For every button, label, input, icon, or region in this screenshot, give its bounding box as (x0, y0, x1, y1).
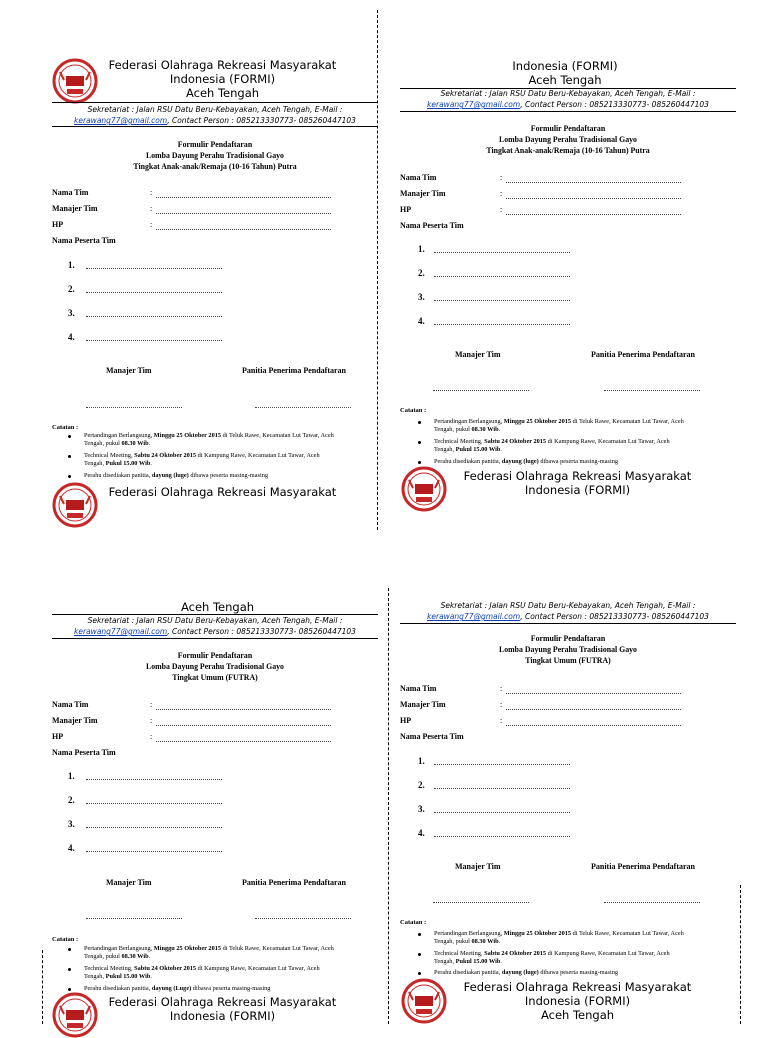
org-name-line1: Federasi Olahraga Rekreasi Masyarakat (463, 980, 692, 994)
label-manager: Manajer Tim (52, 204, 98, 213)
formi-logo (52, 58, 98, 104)
header-rule-bottom (400, 111, 736, 112)
header-rule (52, 102, 378, 103)
org-name-line1: Federasi Olahraga Rekreasi Masyarakat (463, 469, 692, 483)
form-title-line2: Lomba Dayung Perahu Tradisional Gayo (146, 661, 284, 671)
org-name-line3: Aceh Tengah (528, 73, 602, 87)
sig-label-manager: Manajer Tim (106, 366, 152, 375)
colon: : (500, 700, 503, 709)
secretariat-address: Sekretariat : Jalan RSU Datu Beru-Kebayakan, Aceh Tengah, E-Mail : (87, 105, 343, 114)
contact-person: , Contact Person : 085213330773- 085260447103 (520, 612, 709, 621)
note-1: Pertandingan Berlangsung, Minggu 25 Oktober 2015 di Teluk Rawe, Kecamatan Lut Tawar, Aceh Tengah, pukul 08.30 Wib. (434, 418, 684, 433)
colon: : (150, 700, 153, 709)
cut-line-right-bottom (740, 885, 741, 1024)
sig-label-committee: Panitia Penerima Pendaftaran (591, 862, 695, 871)
hp-input[interactable] (156, 229, 331, 230)
bullet (68, 948, 71, 951)
manager-input[interactable] (506, 198, 681, 199)
form-title (413, 123, 722, 156)
participant-number: 2. (418, 780, 425, 790)
bullet (418, 461, 421, 464)
colon: : (500, 205, 503, 214)
participant-number: 2. (68, 795, 75, 805)
colon: : (500, 173, 503, 182)
participant-number: 2. (418, 268, 425, 278)
participant-input[interactable] (434, 764, 570, 765)
formi-logo (401, 978, 447, 1024)
header-rule-bottom (400, 623, 736, 624)
participant-input[interactable] (86, 827, 222, 828)
label-team-name: Nama Tim (400, 684, 437, 693)
org-header-repeat (445, 980, 710, 1022)
label-hp: HP (400, 205, 412, 214)
form-title-line1: Formulir Pendaftaran (177, 650, 253, 660)
participant-number: 3. (68, 308, 75, 318)
header-rule-bottom (52, 638, 378, 639)
hp-input[interactable] (506, 214, 681, 215)
participant-number: 2. (68, 284, 75, 294)
manager-input[interactable] (156, 725, 331, 726)
bullet (68, 455, 71, 458)
participant-number: 4. (418, 828, 425, 838)
sig-label-committee: Panitia Penerima Pendaftaran (242, 878, 346, 887)
form-title-line2: Lomba Dayung Perahu Tradisional Gayo (146, 150, 284, 160)
email-link[interactable]: kerawang77@gmail.com (427, 100, 521, 109)
email-link[interactable]: kerawang77@gmail.com (74, 116, 168, 125)
participant-number: 1. (68, 260, 75, 270)
participant-input[interactable] (86, 292, 222, 293)
org-name-line3: Aceh Tengah (185, 86, 260, 100)
org-name-line2: Indonesia (FORMI) (524, 994, 631, 1008)
signature-line-committee[interactable] (255, 407, 351, 408)
formi-logo (52, 482, 98, 528)
note-1: Pertandingan Berlangsung, Minggu 25 Oktober 2015 di Teluk Rawe, Kecamatan Lut Tawar, Aceh Tengah, pukul 08.30 Wib. (84, 945, 334, 960)
signature-line-committee[interactable] (255, 918, 351, 919)
signature-line-manager[interactable] (86, 918, 182, 919)
org-name-line1: Federasi Olahraga Rekreasi Masyarakat (108, 485, 337, 499)
sig-label-manager: Manajer Tim (455, 350, 501, 359)
label-team-name: Nama Tim (52, 188, 89, 197)
org-header (440, 59, 690, 87)
form-title-line1: Formulir Pendaftaran (177, 139, 253, 149)
label-participants: Nama Peserta Tim (52, 236, 116, 245)
org-name-line3: Aceh Tengah (180, 600, 255, 614)
sig-label-manager: Manajer Tim (106, 878, 152, 887)
contact-person: , Contact Person : 085213330773- 085260447103 (167, 116, 356, 125)
note-3: Perahu disediakan panitia, dayung (luge) dibawa peserta masing-masing (434, 969, 618, 976)
label-team-name: Nama Tim (52, 700, 89, 709)
team-name-input[interactable] (156, 709, 331, 710)
signature-line-committee[interactable] (604, 902, 700, 903)
secretariat-info (400, 88, 736, 110)
org-name-line2: Indonesia (FORMI) (169, 1009, 276, 1023)
label-hp: HP (52, 732, 64, 741)
participant-input[interactable] (434, 324, 570, 325)
org-header-repeat (100, 995, 345, 1023)
org-name-line2: Indonesia (FORMI) (524, 483, 631, 497)
cut-line-bottom (388, 588, 389, 1024)
bullet (68, 988, 71, 991)
formi-logo (401, 466, 447, 512)
secretariat-address: Sekretariat : Jalan RSU Datu Beru-Kebayakan, Aceh Tengah, E-Mail : (87, 616, 343, 625)
colon: : (500, 716, 503, 725)
team-name-input[interactable] (506, 182, 681, 183)
colon: : (150, 716, 153, 725)
org-header-repeat (100, 485, 345, 499)
cut-line-left-bottom (42, 950, 43, 1024)
secretariat-info (52, 615, 378, 637)
participant-number: 3. (68, 819, 75, 829)
team-name-input[interactable] (506, 693, 681, 694)
participant-number: 1. (418, 244, 425, 254)
participant-number: 4. (418, 316, 425, 326)
sig-label-committee: Panitia Penerima Pendaftaran (242, 366, 346, 375)
org-name-line2: Indonesia (FORMI) (169, 72, 276, 86)
secretariat-address: Sekretariat : Jalan RSU Datu Beru-Kebayakan, Aceh Tengah, E-Mail : (440, 89, 696, 98)
label-participants: Nama Peserta Tim (52, 748, 116, 757)
participant-input[interactable] (434, 276, 570, 277)
label-participants: Nama Peserta Tim (400, 732, 464, 741)
label-manager: Manajer Tim (400, 189, 446, 198)
colon: : (500, 684, 503, 693)
label-manager: Manajer Tim (400, 700, 446, 709)
org-header (100, 58, 345, 100)
formi-logo (52, 992, 98, 1038)
org-name-line1: Federasi Olahraga Rekreasi Masyarakat (108, 995, 337, 1009)
label-hp: HP (52, 220, 64, 229)
note-1: Pertandingan Berlangsung, Minggu 25 Oktober 2015 di Teluk Rawe, Kecamatan Lut Tawar, Aceh Tengah, pukul 08.30 Wib. (434, 930, 684, 945)
note-2: Technical Meeting, Sabtu 24 Oktober 2015 di Kampung Rawe, Kecamatan Lut Tawar, Aceh Tengah, Pukul 15.00 Wib. (434, 438, 670, 453)
participant-input[interactable] (434, 812, 570, 813)
participant-input[interactable] (86, 340, 222, 341)
form-title-line3: Tingkat Umum (FUTRA) (525, 655, 611, 665)
org-name-line2: Indonesia (FORMI) (512, 59, 618, 73)
signature-line-manager[interactable] (86, 407, 182, 408)
signature-line-manager[interactable] (433, 390, 529, 391)
label-team-name: Nama Tim (400, 173, 437, 182)
note-1: Pertandingan Berlangsung, Minggu 25 Oktober 2015 di Teluk Rawe, Kecamatan Lut Tawar, Aceh Tengah, pukul 08.30 Wib. (84, 432, 334, 447)
participant-input[interactable] (86, 851, 222, 852)
participant-number: 4. (68, 332, 75, 342)
colon: : (500, 189, 503, 198)
form-title-line3: Tingkat Anak-anak/Remaja (10-16 Tahun) Putra (133, 161, 297, 171)
email-link[interactable]: kerawang77@gmail.com (74, 627, 168, 636)
notes-label: Catatan : (400, 407, 427, 414)
secretariat-info (52, 104, 378, 126)
participant-number: 3. (418, 804, 425, 814)
label-hp: HP (400, 716, 412, 725)
note-2: Technical Meeting, Sabtu 24 Oktober 2015 di Kampung Rawe, Kecamatan Lut Tawar, Aceh Tengah, Pukul 15.00 Wib. (434, 950, 670, 965)
form-title (65, 139, 365, 172)
participant-input[interactable] (434, 788, 570, 789)
notes-label: Catatan : (52, 424, 79, 431)
participant-input[interactable] (86, 779, 222, 780)
form-title-line2: Lomba Dayung Perahu Tradisional Gayo (499, 644, 637, 654)
colon: : (150, 732, 153, 741)
form-title-line1: Formulir Pendaftaran (530, 633, 606, 643)
org-name-line3: Aceh Tengah (540, 1008, 615, 1022)
note-2: Technical Meeting, Sabtu 24 Oktober 2015 di Kampung Rawe, Kecamatan Lut Tawar, Aceh Tengah, Pukul 15.00 Wib. (84, 965, 320, 980)
team-name-input[interactable] (156, 197, 331, 198)
form-title-line2: Lomba Dayung Perahu Tradisional Gayo (499, 134, 637, 144)
bullet (68, 475, 71, 478)
contact-person: , Contact Person : 085213330773- 085260447103 (520, 100, 709, 109)
participant-input[interactable] (434, 300, 570, 301)
colon: : (150, 188, 153, 197)
participant-number: 1. (418, 756, 425, 766)
signature-line-manager[interactable] (433, 902, 529, 903)
manager-input[interactable] (506, 709, 681, 710)
secretariat-address: Sekretariat : Jalan RSU Datu Beru-Kebayakan, Aceh Tengah, E-Mail : (440, 601, 696, 610)
notes-label: Catatan : (400, 919, 427, 926)
form-title (413, 633, 722, 666)
participant-input[interactable] (86, 803, 222, 804)
participant-number: 1. (68, 771, 75, 781)
bullet (418, 441, 421, 444)
email-link[interactable]: kerawang77@gmail.com (427, 612, 521, 621)
note-3: Perahu disediakan panitia, dayung (luge) dibawa peserta masing-masing (434, 458, 618, 465)
hp-input[interactable] (506, 725, 681, 726)
bullet (68, 435, 71, 438)
colon: : (150, 204, 153, 213)
hp-input[interactable] (156, 741, 331, 742)
org-header (100, 600, 335, 614)
participant-input[interactable] (434, 836, 570, 837)
participant-number: 3. (418, 292, 425, 302)
bullet (418, 972, 421, 975)
participant-input[interactable] (86, 268, 222, 269)
participant-number: 4. (68, 843, 75, 853)
note-2: Technical Meeting, Sabtu 24 Oktober 2015 di Kampung Rawe, Kecamatan Lut Tawar, Aceh Tengah, Pukul 15.00 Wib. (84, 452, 320, 467)
participant-input[interactable] (434, 252, 570, 253)
note-3: Perahu disediakan panitia, dayung (Luge) dibawa peserta masing-masing (84, 985, 271, 992)
org-name-line1: Federasi Olahraga Rekreasi Masyarakat (108, 58, 337, 72)
note-3: Perahu disediakan panitia, dayung (luge) dibawa peserta masing-masing (84, 472, 268, 479)
label-manager: Manajer Tim (52, 716, 98, 725)
header-rule-bottom (52, 126, 378, 127)
manager-input[interactable] (156, 213, 331, 214)
form-title-line1: Formulir Pendaftaran (530, 123, 606, 133)
bullet (418, 953, 421, 956)
contact-person: , Contact Person : 085213330773- 085260447103 (167, 627, 356, 636)
form-title-line3: Tingkat Umum (FUTRA) (172, 672, 258, 682)
org-header-repeat (445, 469, 710, 497)
secretariat-info (400, 600, 736, 622)
sig-label-manager: Manajer Tim (455, 862, 501, 871)
label-participants: Nama Peserta Tim (400, 221, 464, 230)
notes-label: Catatan : (52, 936, 79, 943)
signature-line-committee[interactable] (604, 390, 700, 391)
bullet (418, 933, 421, 936)
form-title-line3: Tingkat Anak-anak/Remaja (10-16 Tahun) Putra (486, 145, 650, 155)
bullet (68, 968, 71, 971)
form-title (65, 650, 365, 683)
participant-input[interactable] (86, 316, 222, 317)
bullet (418, 421, 421, 424)
sig-label-committee: Panitia Penerima Pendaftaran (591, 350, 695, 359)
colon: : (150, 220, 153, 229)
